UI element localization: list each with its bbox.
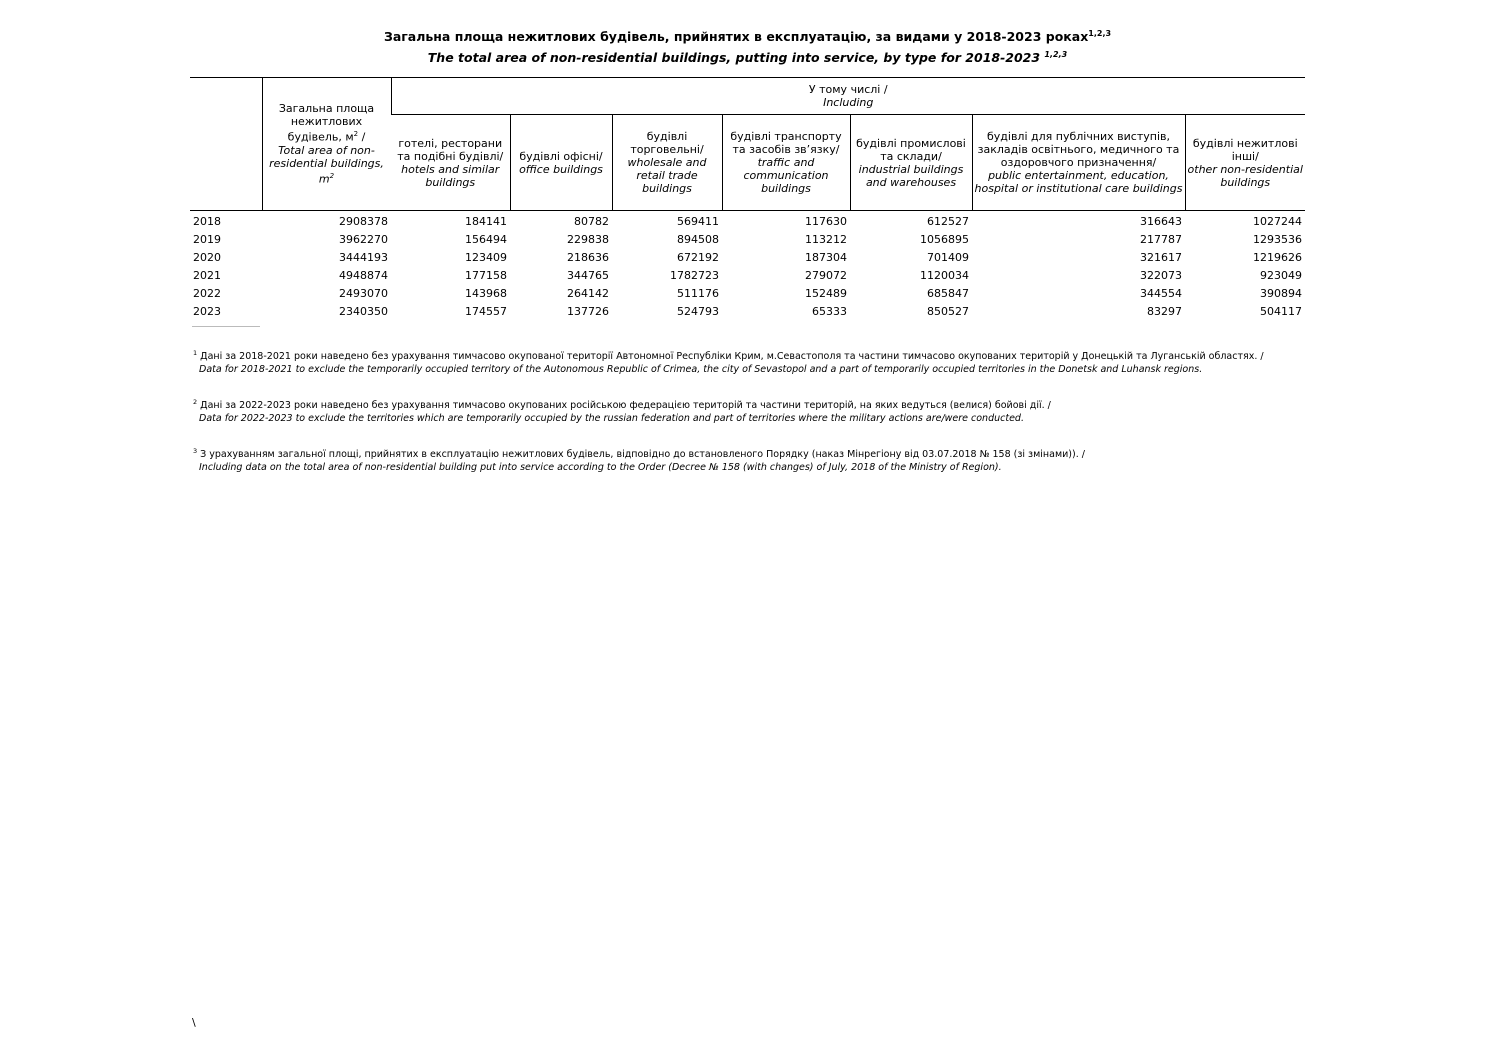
value-cell: 143968 <box>465 287 507 300</box>
value-cell: 504117 <box>1260 305 1302 318</box>
value-cell: 701409 <box>927 251 969 264</box>
year-cell: 2023 <box>193 305 221 318</box>
title-ukrainian: Загальна площа нежитлових будівель, прийнятих в експлуатацію, за видами у 2018-2023 роках$^{1,2,3}$ <box>383 29 1112 45</box>
value-cell: 672192 <box>677 251 719 264</box>
title-english: The total area of non-residential buildings, putting into service, by type for 2018-2023 $^{1,2,3}$ <box>427 50 1068 66</box>
table-row <box>190 285 1305 303</box>
table-row <box>190 303 1305 321</box>
year-cell: 2021 <box>193 269 221 282</box>
table-row <box>190 211 1305 232</box>
value-cell: 187304 <box>805 251 847 264</box>
value-cell: 117630 <box>805 215 847 228</box>
footnote-divider <box>192 326 260 327</box>
value-cell: 3962270 <box>339 233 388 246</box>
value-cell: 2493070 <box>339 287 388 300</box>
value-cell: 923049 <box>1260 269 1302 282</box>
value-cell: 156494 <box>465 233 507 246</box>
header-trade: будівлі торговельні/ wholesale and retail trade buildings <box>612 115 722 211</box>
value-cell: 1219626 <box>1253 251 1302 264</box>
value-cell: 511176 <box>677 287 719 300</box>
value-cell: 80782 <box>574 215 609 228</box>
value-cell: 113212 <box>805 233 847 246</box>
value-cell: 344554 <box>1140 287 1182 300</box>
value-cell: 344765 <box>567 269 609 282</box>
row-header-cell <box>190 78 262 211</box>
table-row <box>190 267 1305 285</box>
value-cell: 850527 <box>927 305 969 318</box>
header-hotels: готелі, ресторани та подібні будівлі/ hotels and similar buildings <box>391 115 510 211</box>
value-cell: 123409 <box>465 251 507 264</box>
value-cell: 174557 <box>465 305 507 318</box>
footnotes <box>193 347 1283 494</box>
header-industrial: будівлі промислові та склади/ industrial buildings and warehouses <box>850 115 972 211</box>
page-title-block <box>190 26 1305 68</box>
footnote-1: $^1$ Дані за 2018-2021 роки наведено без урахування тимчасово окупованої території Автономної Республіки Крим, м.Севастополя та частини тимчасово окупованих територій у Донецькій та Луганській областях. / Data for 2018-2021 to exclude the temporarily occupied territory of the Autonomous Republic of Crimea, the city of Sevastopol and a part of temporarily occupied territories in the Donetsk and Luhansk regions. <box>193 349 1264 376</box>
buildings-area-table <box>190 77 1305 321</box>
value-cell: 3444193 <box>339 251 388 264</box>
year-cell: 2022 <box>193 287 221 300</box>
year-cell: 2020 <box>193 251 221 264</box>
value-cell: 279072 <box>805 269 847 282</box>
value-cell: 2340350 <box>339 305 388 318</box>
value-cell: 137726 <box>567 305 609 318</box>
value-cell: 2908378 <box>339 215 388 228</box>
header-public: будівлі для публічних виступів, закладів освітнього, медичного та оздоровчого призначення/ public entertainment, education, hospital or institutional care buildings <box>972 115 1185 211</box>
value-cell: 1027244 <box>1253 215 1302 228</box>
page-mark: \ <box>192 1016 196 1029</box>
value-cell: 65333 <box>812 305 847 318</box>
value-cell: 321617 <box>1140 251 1182 264</box>
value-cell: 1056895 <box>920 233 969 246</box>
value-cell: 184141 <box>465 215 507 228</box>
value-cell: 177158 <box>465 269 507 282</box>
year-cell: 2019 <box>193 233 221 246</box>
value-cell: 322073 <box>1140 269 1182 282</box>
value-cell: 217787 <box>1140 233 1182 246</box>
value-cell: 1120034 <box>920 269 969 282</box>
value-cell: 1782723 <box>670 269 719 282</box>
value-cell: 569411 <box>677 215 719 228</box>
value-cell: 1293536 <box>1253 233 1302 246</box>
value-cell: 229838 <box>567 233 609 246</box>
header-including: У тому числі / Including <box>391 78 1305 115</box>
footnote-2: $^2$ Дані за 2022-2023 роки наведено без урахування тимчасово окупованих російською федерацією територій та частини територій, на яких ведуться (велися) бойові дії. / Data for 2022-2023 to exclude the territories which are temporarily occupied by the russian federation and part of territories where the military actions are/were conducted. <box>193 398 1051 425</box>
table-row <box>190 231 1305 249</box>
value-cell: 685847 <box>927 287 969 300</box>
value-cell: 218636 <box>567 251 609 264</box>
table-row <box>190 249 1305 267</box>
value-cell: 524793 <box>677 305 719 318</box>
header-offices: будівлі офісні/ office buildings <box>510 115 612 211</box>
value-cell: 83297 <box>1147 305 1182 318</box>
header-other: будівлі нежитлові інші/ other non-residential buildings <box>1185 115 1305 211</box>
value-cell: 894508 <box>677 233 719 246</box>
value-cell: 152489 <box>805 287 847 300</box>
value-cell: 264142 <box>567 287 609 300</box>
value-cell: 4948874 <box>339 269 388 282</box>
value-cell: 612527 <box>927 215 969 228</box>
year-cell: 2018 <box>193 215 221 228</box>
header-total-area: Загальна площа нежитлових будівель, $м^2$ / Total area of non-residential buildings, $m^2$ <box>262 78 391 211</box>
header-transport: будівлі транспорту та засобів зв’язку/ traffic and communication buildings <box>722 115 850 211</box>
value-cell: 390894 <box>1260 287 1302 300</box>
value-cell: 316643 <box>1140 215 1182 228</box>
footnote-3: $^3$ З урахуванням загальної площі, прийнятих в експлуатацію нежитлових будівель, відповідно до встановленого Порядку (наказ Мінрегіону від 03.07.2018 № 158 (зі змінами)). / Including data on the total area of non-residential building put into service according to the Order (Decree № 158 (with changes) of July, 2018 of the Ministry of Region). <box>193 447 1085 474</box>
